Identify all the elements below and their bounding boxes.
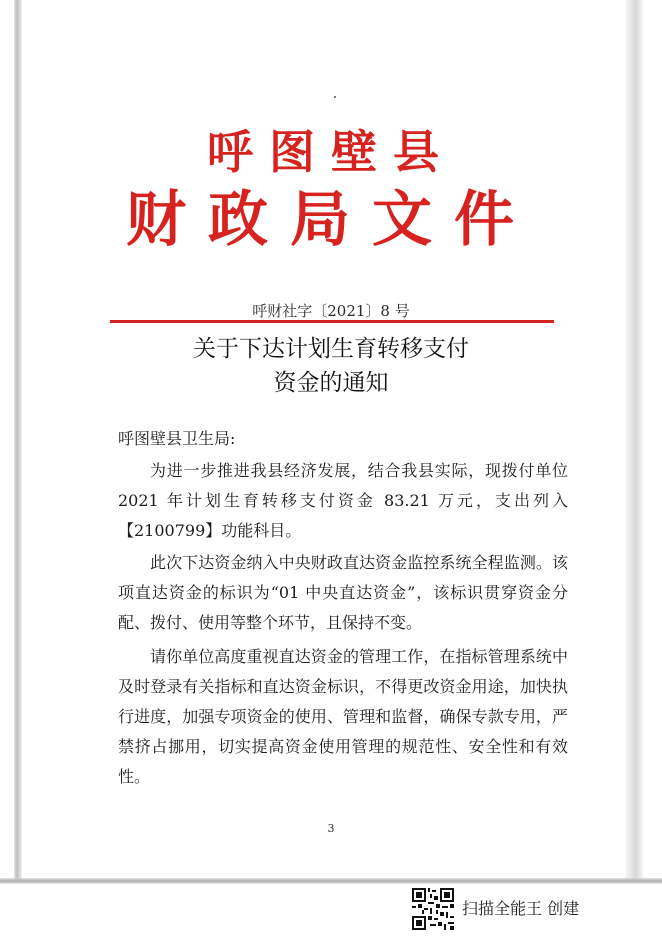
page-number: 3	[327, 822, 335, 835]
document-number: 呼财社字〔2021〕8 号	[252, 302, 410, 320]
scanner-watermark: 扫描全能王 创建	[462, 899, 580, 918]
red-separator-line	[110, 320, 554, 323]
document-title-line2: 资金的通知	[273, 370, 389, 396]
qr-code-icon	[412, 888, 454, 930]
paragraph-1: 为进一步推进我县经济发展，结合我县实际，现拨付单位 2021 年计划生育转移支付资金 83.21 万元，支出列入【2100799】功能科目。	[118, 461, 568, 540]
scan-edge-bottom	[0, 878, 662, 884]
document-title-line1: 关于下达计划生育转移支付	[193, 336, 469, 362]
issuer-header-bureau: 财政局文件	[126, 185, 536, 255]
paragraph-3: 请你单位高度重视直达资金的管理工作，在指标管理系统中及时登录有关指标和直达资金标识，不得更改资金用途，加快执行进度，加强专项资金的使用、管理和监督，确保专款专用，严禁挤占挪用，切实提高资金使用管理的规范性、安全性和有效性。	[118, 647, 568, 786]
scan-speck	[334, 96, 336, 98]
issuer-header-county: 呼图壁县	[207, 125, 455, 179]
paragraph-2: 此次下达资金纳入中央财政直达资金监控系统全程监测。该项直达资金的标识为“01 中央直达资金”，该标识贯穿资金分配、拨付、使用等整个环节，且保持不变。	[118, 553, 568, 632]
salutation: 呼图壁县卫生局:	[118, 429, 236, 448]
